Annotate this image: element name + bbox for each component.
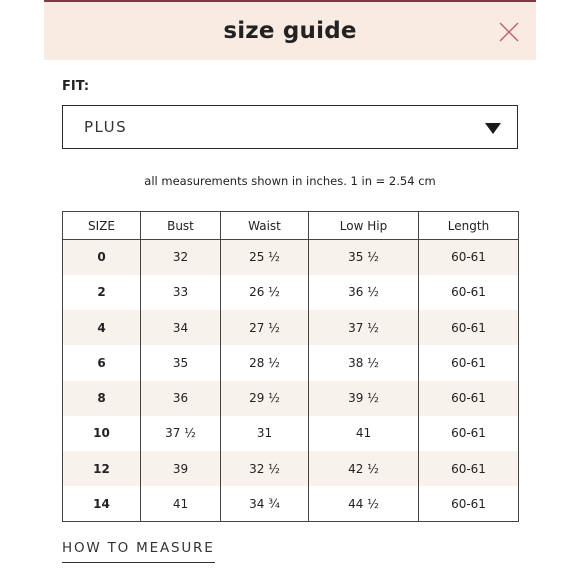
fit-label: FIT: [62,79,90,94]
modal-header [44,2,536,60]
bust-cell: 39 [141,451,221,486]
size-cell: 0 [97,250,106,265]
fit-selected-value: PLUS [84,118,128,136]
bust-cell: 32 [141,240,221,275]
size-cell: 8 [97,391,106,406]
length-cell: 60-61 [419,381,519,416]
fit-dropdown[interactable] [62,105,518,149]
low-hip-cell: 39 ½ [309,381,419,416]
size-table [62,211,519,522]
waist-cell: 32 ½ [221,451,309,486]
bust-cell: 37 ½ [141,416,221,451]
waist-cell: 25 ½ [221,240,309,275]
length-cell: 60-61 [419,275,519,310]
table-header-row [63,212,519,240]
low-hip-cell: 37 ½ [309,310,419,345]
table-row [63,486,519,521]
size-cell: 4 [97,320,106,335]
length-cell: 60-61 [419,486,519,521]
low-hip-cell: 42 ½ [309,451,419,486]
waist-cell: 26 ½ [221,275,309,310]
column-header-low-hip: Low Hip [309,212,419,240]
column-header-length: Length [419,212,519,240]
bust-cell: 33 [141,275,221,310]
low-hip-cell: 41 [309,416,419,451]
column-header-waist: Waist [221,212,309,240]
table-row [63,310,519,345]
waist-cell: 27 ½ [221,310,309,345]
table-row [63,451,519,486]
bust-cell: 35 [141,345,221,380]
table-row [63,416,519,451]
low-hip-cell: 38 ½ [309,345,419,380]
low-hip-cell: 44 ½ [309,486,419,521]
length-cell: 60-61 [419,310,519,345]
column-header-bust: Bust [141,212,221,240]
bust-cell: 41 [141,486,221,521]
column-header-size: SIZE [63,212,141,240]
size-cell: 2 [97,285,106,300]
table-row [63,381,519,416]
low-hip-cell: 35 ½ [309,240,419,275]
size-cell: 10 [93,426,110,441]
size-cell: 6 [97,355,106,370]
bust-cell: 36 [141,381,221,416]
size-cell: 12 [93,461,110,476]
waist-cell: 29 ½ [221,381,309,416]
measurement-note: all measurements shown in inches. 1 in = 2.54 cm [144,174,436,188]
bust-cell: 34 [141,310,221,345]
length-cell: 60-61 [419,451,519,486]
how-to-measure-link[interactable]: HOW TO MEASURE [62,540,215,563]
caret-down-icon [485,123,501,134]
waist-cell: 31 [221,416,309,451]
waist-cell: 28 ½ [221,345,309,380]
modal-title: size guide [223,18,357,44]
length-cell: 60-61 [419,416,519,451]
table-row [63,240,519,275]
table-row [63,345,519,380]
low-hip-cell: 36 ½ [309,275,419,310]
length-cell: 60-61 [419,240,519,275]
waist-cell: 34 ¾ [221,486,309,521]
length-cell: 60-61 [419,345,519,380]
size-cell: 14 [93,496,110,511]
close-icon[interactable] [498,21,520,43]
table-row [63,275,519,310]
